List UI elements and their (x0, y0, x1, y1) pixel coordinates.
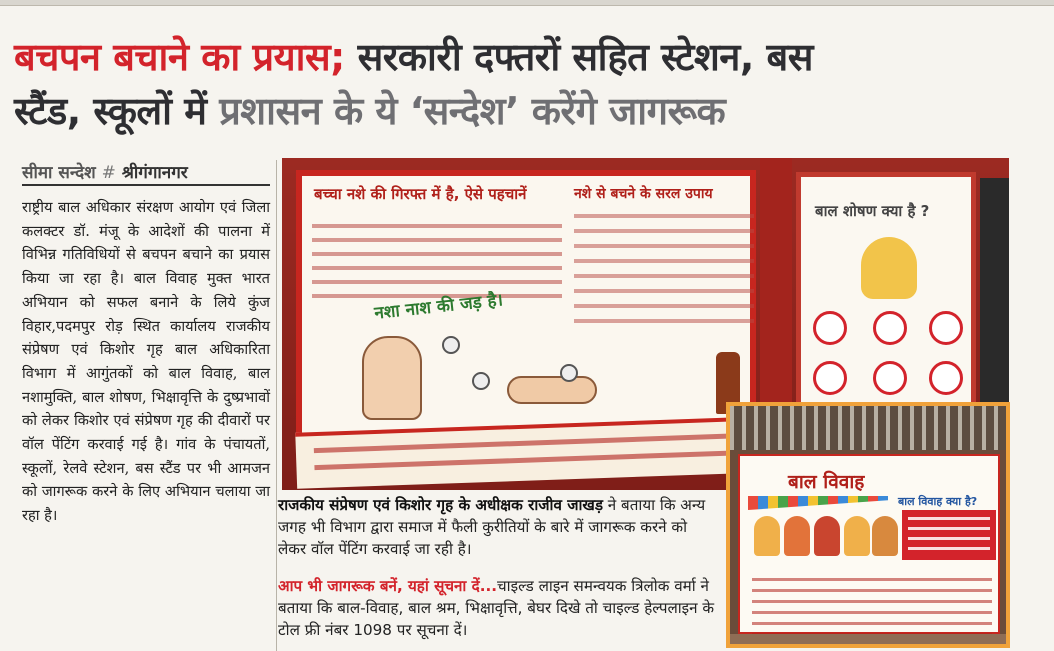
headline-red-part: बचपन बचाने का प्रयास; (14, 35, 345, 79)
helpline-lead: आप भी जागरूक बनें, यहां सूचना दें... (278, 577, 498, 595)
headline-dark-part-1: सरकारी दफ्तरों सहित स्टेशन, बस (344, 35, 813, 79)
board-title: बाल विवाह (788, 471, 865, 493)
definition-box (902, 510, 996, 560)
helpline-rest: चाइल्ड लाइन समन्वयक त्रिलोक वर्मा ने बताया कि बाल-विवाह, बाल श्रम, भिक्षावृत्ति, बेघर दिखे तो चाइल्ड हेल्पलाइन के टोल फ्री नंबर 1098 पर सूचना दें। (278, 577, 715, 639)
inset-photo (726, 402, 1010, 648)
hand-illustration (362, 336, 422, 420)
board-question: बाल विवाह क्या है? (898, 495, 978, 508)
ground (730, 634, 1006, 648)
arm-illustration (507, 376, 597, 404)
top-rule (0, 0, 1054, 6)
byline-separator: # (101, 163, 116, 183)
headline-line-2 (14, 84, 1044, 138)
skull-icon (442, 336, 460, 354)
circle-icon (873, 311, 907, 345)
headline-line-1 (14, 30, 1044, 84)
circle-icon (929, 311, 963, 345)
caption-rest: ने बताया कि अन्य जगह भी विभाग द्वारा समाज में फैली कुरीतियों के बारे में जागरूक करने को लेकर वॉल पेंटिंग करवाई जा रही है। (278, 496, 706, 558)
child-illustration (861, 237, 917, 299)
mural-right-title: नशे से बचने के सरल उपाय (574, 186, 713, 202)
circle-icon (813, 361, 847, 395)
child-marriage-board (738, 454, 1000, 634)
board-text-lines (752, 570, 992, 644)
headline-gray-part: प्रशासन के ये ‘सन्देश’ करेंगे जागरूक (219, 89, 726, 133)
anti-drug-mural (296, 170, 756, 460)
headline (14, 30, 1044, 138)
main-photo-caption (278, 494, 718, 560)
skull-icon (472, 372, 490, 390)
bunting-decoration (748, 496, 888, 510)
children-illustration (754, 516, 894, 562)
mural2-title: बाल शोषण क्या है ? (815, 202, 930, 220)
railing (730, 406, 1006, 450)
caption-bold: राजकीय संप्रेषण एवं किशोर गृह के अधीक्षक राजीव जाखड़ (278, 496, 603, 514)
byline (22, 160, 270, 186)
helpline-paragraph (278, 575, 718, 641)
doorway (980, 178, 1009, 408)
circle-icon (873, 361, 907, 395)
byline-source: सीमा सन्देश (22, 163, 96, 183)
mural-slogan: नशा नाश की जड़ है। (373, 290, 504, 324)
skull-icon (560, 364, 578, 382)
mural-right-section (574, 184, 754, 334)
column-divider (276, 160, 277, 651)
headline-dark-part-2: स्टैंड, स्कूलों में (14, 89, 220, 133)
article-body: राष्ट्रीय बाल अधिकार संरक्षण आयोग एवं जिला कलक्टर डॉ. मंजू के आदेशों की पालना में विभिन्न गतिविधियों से बचपन बचाने का प्रयास किया जा रहा है। बाल विवाह मुक्त भारत अभियान को सफल बनाने के लिये कुंज विहार,पदमपुर रोड़ स्थित कार्यालय राजकीय संप्रेषण एवं किशोर गृह बाल अधिकारिता विभाग में आगुंतकों को बाल विवाह, बाल नशामुक्ति, बाल शोषण, भिक्षावृत्ति के दुष्प्रभावों को लेकर किशोर एवं संप्रेषण गृह की दीवारों पर वॉल पेंटिंग करवाई गई है। गांव के पंचायतों, स्कूलों, रेलवे स्टेशन, बस स्टैंड पर भी आमजन को जागरूक करने के लिए अभियान चलाया जा रहा है। (22, 199, 270, 525)
circle-icon (813, 311, 847, 345)
circle-icon (929, 361, 963, 395)
byline-city: श्रीगंगानगर (121, 163, 188, 183)
child-abuse-mural (796, 172, 976, 408)
mural-title: बच्चा नशे की गिरफ्त में है, ऐसे पहचानें (314, 185, 527, 203)
